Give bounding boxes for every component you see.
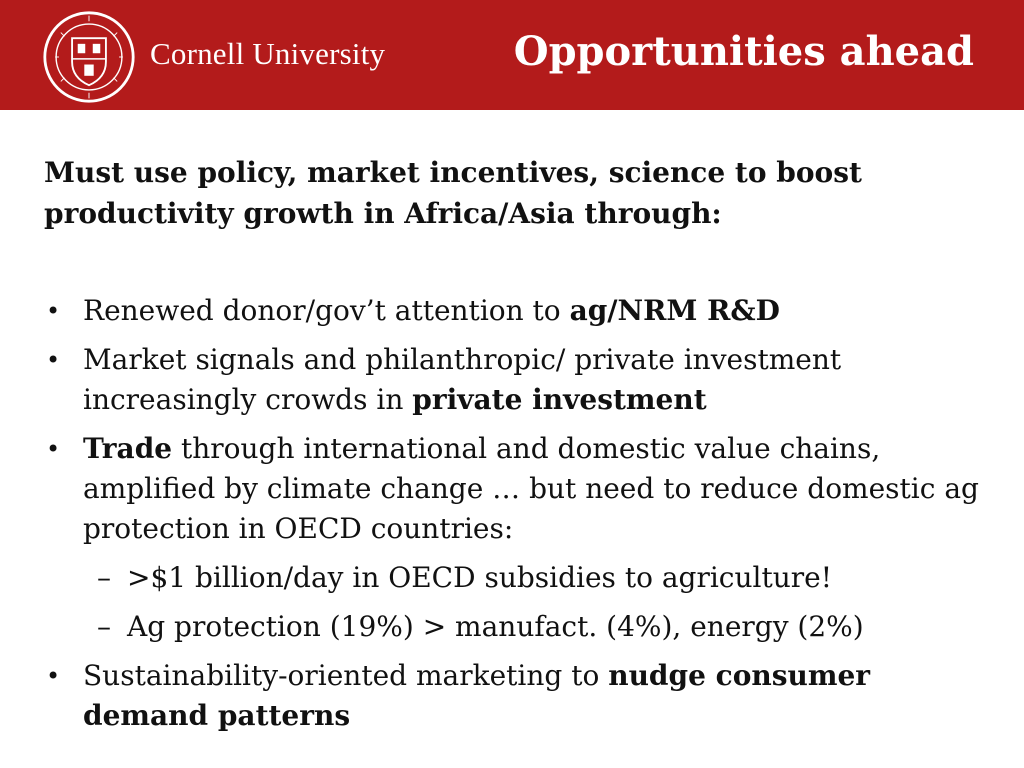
intro-statement: Must use policy, market incentives, science to boost productivity growth in Africa/Asia through: xyxy=(44,156,862,230)
bullet-icon: • xyxy=(46,435,61,463)
bullet-emphasis: Trade xyxy=(83,432,173,465)
sub-bullet-item xyxy=(83,558,994,598)
sub-bullet-text: Ag protection (19%) > manufact. (4%), energy (2%) xyxy=(127,610,864,643)
bullet-emphasis: ag/NRM R&D xyxy=(569,294,780,327)
dash-icon: – xyxy=(97,561,111,594)
header-bar xyxy=(0,0,1024,110)
bullet-emphasis: nudge consumer demand patterns xyxy=(83,659,871,732)
bullet-text: Market signals and philanthropic/ private investment increasingly crowds in xyxy=(83,343,842,416)
bullet-text: Sustainability-oriented marketing to xyxy=(83,659,609,692)
bullet-text: through international and domestic value chains, amplified by climate change … but need to reduce domestic ag protection in OECD countries: xyxy=(83,432,979,545)
bullet-item xyxy=(44,291,994,331)
sub-bullet-list xyxy=(83,558,994,647)
bullet-item xyxy=(44,656,994,736)
bullet-list xyxy=(44,291,994,745)
bullet-text: Renewed donor/gov’t attention to xyxy=(83,294,570,327)
bullet-item xyxy=(44,429,994,647)
cornell-seal-icon xyxy=(42,10,136,104)
university-wordmark: Cornell University xyxy=(150,36,386,71)
bullet-item xyxy=(44,340,994,420)
bullet-icon: • xyxy=(46,297,61,325)
sub-bullet-item xyxy=(83,607,994,647)
dash-icon: – xyxy=(97,610,111,643)
bullet-icon: • xyxy=(46,346,61,374)
slide-title: Opportunities ahead xyxy=(513,28,974,75)
bullet-icon: • xyxy=(46,662,61,690)
sub-bullet-text: >$1 billion/day in OECD subsidies to agriculture! xyxy=(127,561,832,594)
bullet-emphasis: private investment xyxy=(412,383,707,416)
